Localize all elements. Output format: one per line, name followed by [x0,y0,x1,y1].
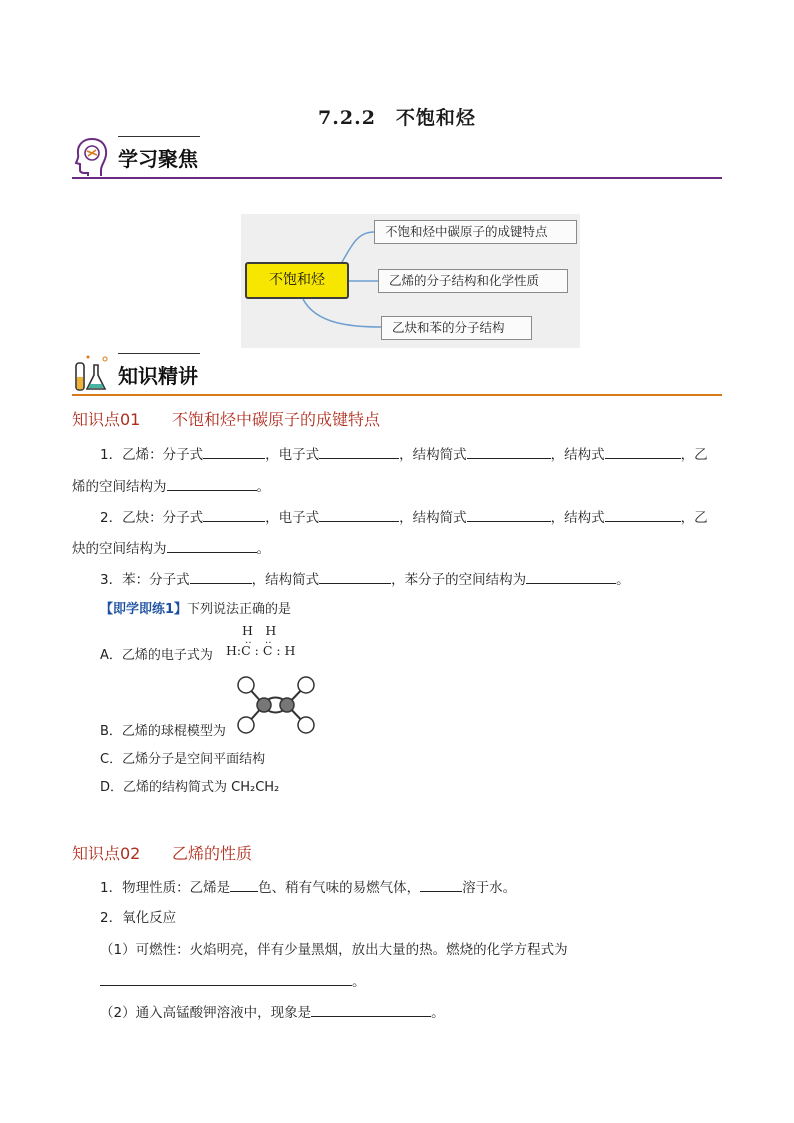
blank[interactable] [420,877,462,892]
question-line: 2．氧化反应 [100,910,177,926]
blank[interactable] [203,444,265,459]
knowledge-point-title: 乙烯的性质 [172,844,253,863]
section-header-knowledge [72,353,722,393]
question-line: 。 [72,971,750,992]
blank[interactable] [319,444,399,459]
option-b[interactable]: B．乙烯的球棍模型为 [100,724,226,739]
section-divider [72,394,722,396]
question-line: 2．乙炔：分子式 ，电子式 ，结构简式 ，结构式 ，乙 [72,507,750,528]
blank[interactable] [605,507,681,522]
blank[interactable] [467,444,551,459]
section-label: 学习聚焦 [118,147,198,171]
question-line: 3．苯：分子式 ，结构简式 ，苯分子的空间结构为 。 [72,569,750,590]
knowledge-point-number: 知识点02 [72,844,141,863]
question-line: 炔的空间结构为 。 [72,538,722,559]
mind-map-branch: 乙烯的分子结构和化学性质 [378,269,568,293]
blank[interactable] [100,971,352,986]
blank[interactable] [203,507,265,522]
option-c[interactable]: C．乙烯分子是空间平面结构 [100,752,266,767]
blank[interactable] [311,1002,431,1017]
electron-formula-main: H:C : C : H [226,643,296,658]
mind-map-branch: 乙炔和苯的分子结构 [381,316,532,340]
blank[interactable] [190,569,252,584]
blank[interactable] [319,569,391,584]
blank[interactable] [605,444,681,459]
question-line: （2）通入高锰酸钾溶液中，现象是 。 [72,1002,750,1023]
question-line: 烯的空间结构为 。 [72,476,722,497]
blank[interactable] [526,569,616,584]
option-d[interactable]: D．乙烯的结构简式为 CH₂CH₂ [100,780,280,795]
blank[interactable] [167,476,257,491]
blank[interactable] [467,507,551,522]
blank[interactable] [319,507,399,522]
option-a[interactable]: A．乙烯的电子式为 [100,648,213,663]
knowledge-point-title: 不饱和烃中碳原子的成键特点 [172,410,381,429]
section-divider [72,177,722,179]
knowledge-point-heading [72,841,252,864]
flask-icon [72,353,112,393]
mind-map [241,214,580,348]
mind-map-center: 不饱和烃 [245,262,349,299]
question-line: （1）可燃性：火焰明亮，伴有少量黑烟，放出大量的热。燃烧的化学方程式为 [100,942,568,958]
practice-question [72,600,750,620]
electron-formula-top: H H [242,623,277,638]
mind-map-branch: 不饱和烃中碳原子的成键特点 [374,220,577,244]
electron-dots: ‥ ‥ [245,635,272,646]
electron-formula [226,624,295,658]
question-line: 1．乙烯：分子式 ，电子式 ，结构简式 ，结构式 ，乙 [72,444,750,465]
knowledge-point-number: 知识点01 [72,410,141,429]
header-topline [118,136,200,137]
question-line: 1．物理性质：乙烯是 色、稍有气味的易燃气体， 溶于水。 [72,877,750,898]
section-header-focus [72,136,722,176]
blank[interactable] [167,538,257,553]
section-label: 知识精讲 [118,364,198,388]
practice-tag: 【即学即练1】 [100,602,188,617]
knowledge-point-heading [72,407,380,430]
brain-head-icon [74,136,110,176]
practice-question-text: 下列说法正确的是 [187,602,292,617]
blank[interactable] [230,877,258,892]
header-topline [118,353,200,354]
page-title: 7.2.2 不饱和烃 [318,107,476,129]
